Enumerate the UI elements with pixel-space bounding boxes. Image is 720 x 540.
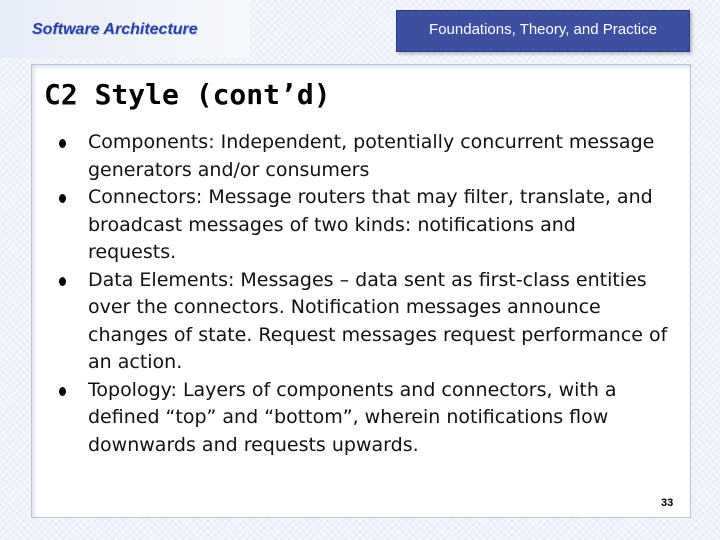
header-right-banner <box>396 10 690 52</box>
bullet-text: Topology: Layers of components and connectors, with a defined “top” and “bottom”, wherein notifications flow downwards and requests upwards. <box>88 378 617 456</box>
bullet-item-topology <box>58 377 668 460</box>
bullet-text: Data Elements: Messages – data sent as first-class entities over the connectors. Notification messages announce changes of state. Request messages request performance of an action. <box>88 268 668 373</box>
bullet-item-components <box>58 129 668 184</box>
slide-title: C2 Style (cont’d) <box>44 78 331 111</box>
bullet-text: Connectors: Message routers that may filter, translate, and broadcast messages of two kinds: notifications and requests. <box>88 186 653 263</box>
course-title: Software Architecture <box>32 21 198 38</box>
header-left-banner <box>0 0 250 58</box>
page-number: 33 <box>661 497 674 509</box>
bullet-dot-icon <box>59 194 66 203</box>
bullet-dot-icon <box>59 139 66 148</box>
book-subtitle: Foundations, Theory, and Practice <box>429 21 657 38</box>
bullet-text: Components: Independent, potentially concurrent message generators and/or consumers <box>88 131 655 181</box>
bullet-list <box>58 129 668 459</box>
bullet-dot-icon <box>59 277 66 286</box>
bullet-item-connectors <box>58 184 668 267</box>
bullet-item-data-elements <box>58 267 668 377</box>
bullet-dot-icon <box>59 387 66 396</box>
